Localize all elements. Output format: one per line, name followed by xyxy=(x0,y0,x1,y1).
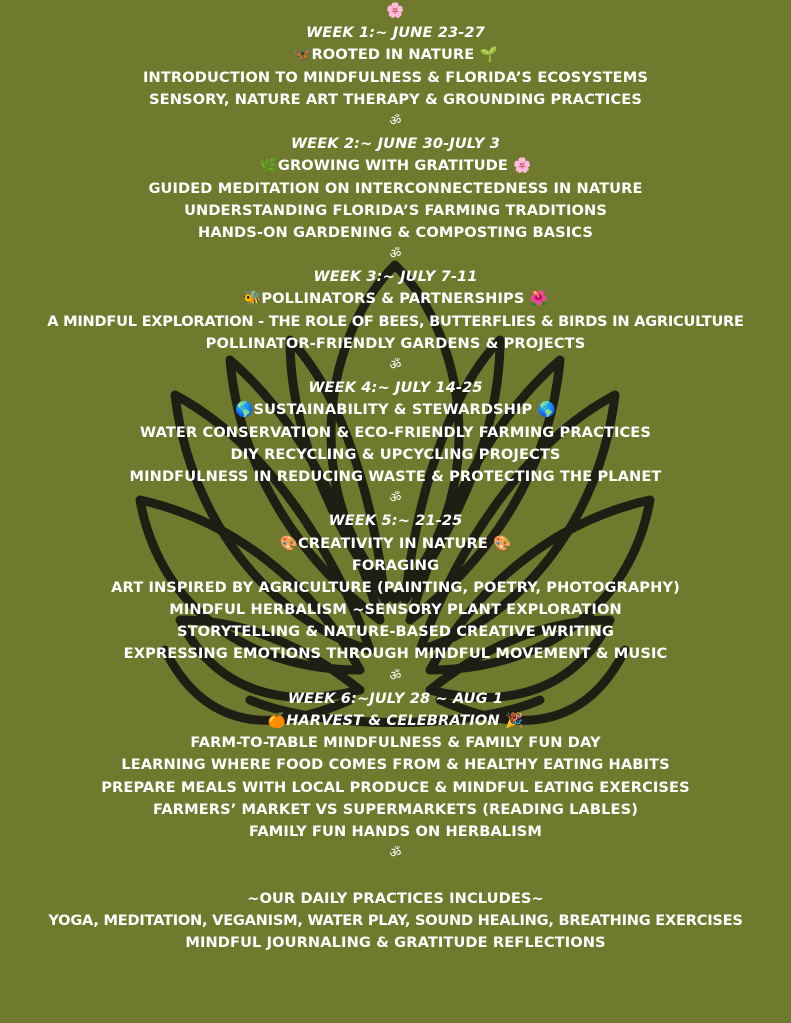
daily-practices-section xyxy=(0,888,791,955)
week-4-header: WEEK 4:~ JULY 14-25 xyxy=(308,379,483,397)
week-1-header: WEEK 1:~ JUNE 23-27 xyxy=(306,24,485,42)
globe-icon: 🌎 xyxy=(235,401,254,419)
week-6-theme: 🍊HARVEST & CELEBRATION 🎉 xyxy=(267,712,524,729)
week-2-header: WEEK 2:~ JUNE 30-JULY 3 xyxy=(290,135,501,153)
week-5-activity: MINDFUL HERBALISM ~SENSORY PLANT EXPLORATION xyxy=(169,601,622,619)
week-5-activity: EXPRESSING EMOTIONS THROUGH MINDFUL MOVEMENT & MUSIC xyxy=(123,645,668,663)
week-4-section xyxy=(0,377,791,510)
week-6-activity: FAMILY FUN HANDS ON HERBALISM xyxy=(249,822,542,840)
week-3-section xyxy=(0,266,791,377)
week-6-activity: PREPARE MEALS WITH LOCAL PRODUCE & MINDFUL EATING EXERCISES xyxy=(101,778,690,796)
week-3-activity: A MINDFUL EXPLORATION - THE ROLE OF BEES, BUTTERFLIES & BIRDS IN AGRICULTURE xyxy=(47,312,744,330)
week-5-activity: STORYTELLING & NATURE-BASED CREATIVE WRITING xyxy=(177,623,614,641)
week-3-theme: 🐝POLLINATORS & PARTNERSHIPS 🌺 xyxy=(243,290,548,308)
palette-icon: 🎨 xyxy=(279,534,298,552)
bee-icon: 🐝 xyxy=(243,290,262,308)
palette-icon: 🎨 xyxy=(493,534,512,552)
week-4-activity: MINDFULNESS IN REDUCING WASTE & PROTECTING THE PLANET xyxy=(129,467,662,485)
blossom-icon: 🌸 xyxy=(513,157,532,175)
week-3-header: WEEK 3:~ JULY 7-11 xyxy=(313,268,478,286)
herb-icon: 🌿 xyxy=(259,157,278,175)
party-popper-icon: 🎉 xyxy=(504,712,524,729)
week-2-activity: GUIDED MEDITATION ON INTERCONNECTEDNESS IN NATURE xyxy=(148,179,643,197)
week-3-activity: POLLINATOR-FRIENDLY GARDENS & PROJECTS xyxy=(205,334,586,352)
globe-icon: 🌎 xyxy=(537,401,556,419)
week-6-activity: FARMERS’ MARKET VS SUPERMARKETS (READING LABLES) xyxy=(152,800,639,818)
top-flower-icon: 🌸 xyxy=(386,2,405,19)
week-6-section xyxy=(0,688,791,866)
week-5-section xyxy=(0,510,791,688)
om-icon: ॐ xyxy=(389,668,402,684)
week-1-activity: INTRODUCTION TO MINDFULNESS & FLORIDA’S ECOSYSTEMS xyxy=(143,68,648,86)
week-4-theme: 🌎SUSTAINABILITY & STEWARDSHIP 🌎 xyxy=(235,401,556,419)
week-2-activity: UNDERSTANDING FLORIDA’S FARMING TRADITIONS xyxy=(184,201,607,219)
week-2-theme: 🌿GROWING WITH GRATITUDE 🌸 xyxy=(259,157,532,175)
om-icon: ॐ xyxy=(389,491,402,507)
om-icon: ॐ xyxy=(389,247,402,263)
spacer xyxy=(0,865,791,887)
week-5-activity: FORAGING xyxy=(351,556,440,574)
week-2-section xyxy=(0,133,791,266)
week-2-activity: HANDS-ON GARDENING & COMPOSTING BASICS xyxy=(198,223,593,241)
week-4-activity: WATER CONSERVATION & ECO-FRIENDLY FARMING PRACTICES xyxy=(140,423,651,441)
week-6-header: WEEK 6:~JULY 28 ~ AUG 1 xyxy=(287,689,504,707)
week-5-theme: 🎨CREATIVITY IN NATURE 🎨 xyxy=(279,534,512,552)
orange-icon: 🍊 xyxy=(267,712,287,729)
om-icon: ॐ xyxy=(389,358,402,373)
hibiscus-icon: 🌺 xyxy=(529,290,548,308)
week-5-activity: ART INSPIRED BY AGRICULTURE (PAINTING, POETRY, PHOTOGRAPHY) xyxy=(111,578,680,596)
week-6-activity: FARM-TO-TABLE MINDFULNESS & FAMILY FUN DAY xyxy=(190,734,601,752)
week-1-theme: 🦋ROOTED IN NATURE 🌱 xyxy=(293,46,498,64)
daily-practices-line: MINDFUL JOURNALING & GRATITUDE REFLECTIONS xyxy=(185,933,606,951)
week-1-section xyxy=(0,22,791,133)
week-5-header: WEEK 5:~ 21-25 xyxy=(328,512,463,530)
daily-practices-line: YOGA, MEDITATION, VEGANISM, WATER PLAY, SOUND HEALING, BREATHING EXERCISES xyxy=(48,911,743,929)
week-4-activity: DIY RECYCLING & UPCYCLING PROJECTS xyxy=(230,445,561,463)
seedling-icon: 🌱 xyxy=(479,46,498,64)
daily-practices-heading: ~OUR DAILY PRACTICES INCLUDES~ xyxy=(247,889,544,907)
om-icon: ॐ xyxy=(389,113,402,129)
om-icon: ॐ xyxy=(389,846,402,862)
butterfly-icon: 🦋 xyxy=(293,46,312,64)
week-6-activity: LEARNING WHERE FOOD COMES FROM & HEALTHY EATING HABITS xyxy=(121,756,670,774)
week-1-activity: SENSORY, NATURE ART THERAPY & GROUNDING PRACTICES xyxy=(149,90,642,108)
